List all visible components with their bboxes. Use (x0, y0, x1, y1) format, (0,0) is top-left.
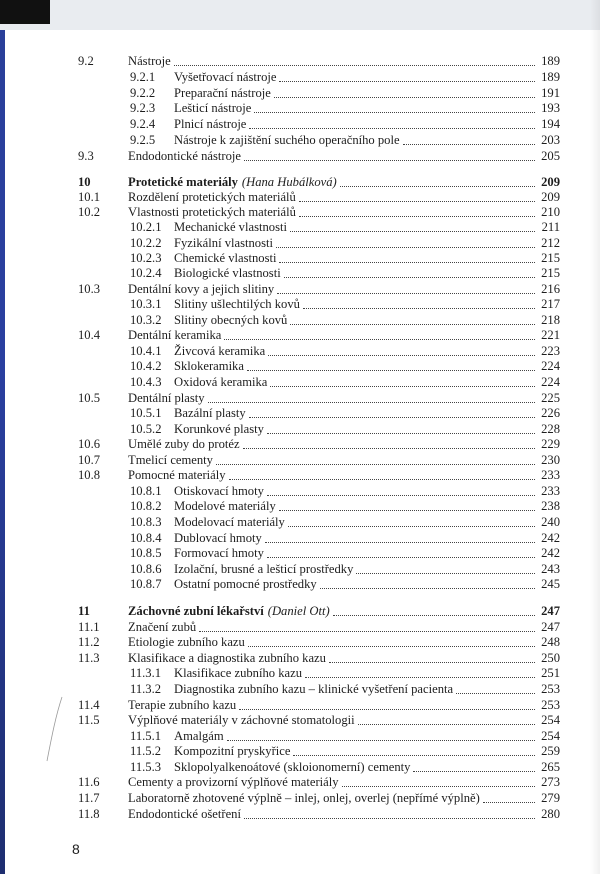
toc-entry (0, 359, 600, 375)
toc-entry (0, 101, 600, 117)
toc-entry-number: 10.3.2 (130, 313, 162, 327)
toc-dot-leader (267, 557, 535, 558)
toc-entry-page: 223 (541, 344, 560, 358)
toc-entry-title: Oxidová keramika (174, 375, 268, 389)
toc-entry-title: Preparační nástroje (174, 86, 271, 100)
toc-entry-page: 250 (541, 651, 560, 665)
toc-entry (0, 791, 600, 807)
toc-entry-page: 215 (541, 251, 560, 265)
toc-entry-page: 215 (541, 266, 560, 280)
toc-entry-page: 226 (541, 406, 560, 420)
toc-entry-title: Lešticí nástroje (174, 101, 252, 115)
toc-entry-number: 9.2 (78, 54, 94, 68)
toc-entry-title: Dentální plasty (128, 391, 205, 405)
toc-entry-number: 10.5.1 (130, 406, 162, 420)
toc-entry-number: 10.4.3 (130, 375, 162, 389)
toc-entry (0, 406, 600, 422)
toc-dot-leader (274, 97, 535, 98)
toc-entry-number: 9.2.2 (130, 86, 156, 100)
toc-dot-leader (290, 324, 535, 325)
toc-entry-title: Nástroje (128, 54, 171, 68)
toc-entry-title: Endodontické nástroje (128, 149, 241, 163)
toc-entry-page: 230 (541, 453, 560, 467)
toc-entry-page: 243 (541, 562, 560, 576)
toc-entry-page: 224 (541, 359, 560, 373)
toc-entry-number: 11.6 (78, 775, 100, 789)
toc-entry-page: 253 (541, 698, 560, 712)
toc-entry (0, 666, 600, 682)
toc-entry-page: 221 (541, 328, 560, 342)
toc-entry-number: 10.4.1 (130, 344, 162, 358)
toc-entry (0, 484, 600, 500)
toc-dot-leader (293, 755, 535, 756)
toc-entry-number: 11.2 (78, 635, 100, 649)
toc-entry (0, 117, 600, 133)
toc-dot-leader (333, 615, 535, 616)
toc-entry-page: 211 (541, 220, 560, 234)
toc-entry (0, 266, 600, 282)
toc-entry-title: Biologické vlastnosti (174, 266, 281, 280)
toc-entry-number: 11.5 (78, 713, 100, 727)
toc-entry (0, 499, 600, 515)
toc-entry-page: 229 (541, 437, 560, 451)
toc-entry (0, 515, 600, 531)
toc-entry (0, 70, 600, 86)
toc-entry-page: 233 (541, 468, 560, 482)
toc-dot-leader (279, 510, 535, 511)
toc-entry-page: 224 (541, 375, 560, 389)
toc-dot-leader (249, 417, 535, 418)
toc-entry-number: 10.2.4 (130, 266, 162, 280)
toc-entry-title: Ostatní pomocné prostředky (174, 577, 317, 591)
toc-entry-title: Dentální keramika (128, 328, 222, 342)
toc-entry (0, 422, 600, 438)
toc-entry-number: 10.8.4 (130, 531, 162, 545)
toc-entry-page: 225 (541, 391, 560, 405)
toc-entry (0, 531, 600, 547)
toc-entry-number: 10.1 (78, 190, 101, 204)
toc-entry-title: Modelovací materiály (174, 515, 285, 529)
toc-entry-title: Protetické materiály (128, 175, 238, 189)
toc-entry-page: 189 (541, 54, 560, 68)
toc-entry-number: 10.2.1 (130, 220, 162, 234)
toc-entry (0, 760, 600, 776)
toc-entry-number: 10.5.2 (130, 422, 162, 436)
toc-entry (0, 175, 600, 191)
toc-entry (0, 236, 600, 252)
toc-entry-title: Mechanické vlastnosti (174, 220, 287, 234)
toc-dot-leader (340, 186, 535, 187)
toc-entry-title: Korunkové plasty (174, 422, 264, 436)
toc-entry (0, 577, 600, 593)
toc-entry-title: Endodontické ošetření (128, 807, 241, 821)
toc-entry-title: Bazální plasty (174, 406, 246, 420)
toc-entry-title: Laboratorně zhotovené výplně – inlej, onlej, overlej (nepřímé výplně) (128, 791, 480, 805)
toc-entry (0, 437, 600, 453)
toc-dot-leader (247, 370, 535, 371)
toc-entry (0, 775, 600, 791)
toc-entry-title: Modelové materiály (174, 499, 276, 513)
toc-entry (0, 313, 600, 329)
toc-entry-page: 242 (541, 546, 560, 560)
toc-entry (0, 682, 600, 698)
toc-entry-page: 218 (541, 313, 560, 327)
toc-entry-number: 10.8.5 (130, 546, 162, 560)
toc-entry-title: Tmelicí cementy (128, 453, 213, 467)
toc-entry-number: 9.2.5 (130, 133, 156, 147)
toc-entry-number: 10.4 (78, 328, 101, 342)
toc-entry-page: 253 (541, 682, 560, 696)
toc-entry (0, 604, 600, 620)
toc-entry (0, 620, 600, 636)
toc-entry-number: 11.4 (78, 698, 100, 712)
toc-entry-page: 217 (541, 297, 560, 311)
toc-dot-leader (239, 709, 535, 710)
toc-entry-number: 11.5.3 (130, 760, 162, 774)
toc-entry-title: Fyzikální vlastnosti (174, 236, 273, 250)
toc-entry (0, 744, 600, 760)
toc-entry-author: (Daniel Ott) (267, 604, 330, 618)
toc-entry-page: 203 (541, 133, 560, 147)
toc-dot-leader (208, 402, 535, 403)
toc-dot-leader (244, 160, 535, 161)
toc-dot-leader (227, 740, 535, 741)
toc-entry-page: 247 (541, 604, 560, 618)
toc-entry-page: 247 (541, 620, 560, 634)
toc-entry-page: 238 (541, 499, 560, 513)
toc-dot-leader (254, 112, 535, 113)
toc-dot-leader (267, 495, 535, 496)
toc-entry-title: Amalgám (174, 729, 224, 743)
toc-entry (0, 54, 600, 70)
toc-dot-leader (279, 262, 535, 263)
toc-entry-number: 10.8.1 (130, 484, 162, 498)
toc-entry-page: 210 (541, 205, 560, 219)
toc-entry-page: 194 (541, 117, 560, 131)
toc-entry-number: 10.4.2 (130, 359, 162, 373)
toc-entry-title: Klasifikace a diagnostika zubního kazu (128, 651, 326, 665)
toc-entry-page: 228 (541, 422, 560, 436)
page-number: 8 (72, 841, 80, 857)
toc-entry-number: 11.5.2 (130, 744, 162, 758)
toc-entry-number: 10 (78, 175, 91, 189)
toc-entry-title: Sklopolyalkenoátové (skloionomerní) cementy (174, 760, 411, 774)
toc-dot-leader (356, 573, 535, 574)
toc-entry (0, 86, 600, 102)
toc-entry (0, 149, 600, 165)
toc-entry-title: Živcová keramika (174, 344, 266, 358)
toc-entry-page: 280 (541, 807, 560, 821)
toc-entry-number: 10.8.7 (130, 577, 162, 591)
toc-dot-leader (249, 128, 535, 129)
toc-entry-number: 10.3 (78, 282, 101, 296)
toc-entry-title: Plnicí nástroje (174, 117, 247, 131)
toc-dot-leader (288, 526, 535, 527)
toc-dot-leader (299, 216, 535, 217)
toc-entry-page: 242 (541, 531, 560, 545)
toc-entry-number: 9.2.4 (130, 117, 156, 131)
toc-dot-leader (305, 677, 535, 678)
toc-entry-number: 10.3.1 (130, 297, 162, 311)
toc-entry-number: 10.7 (78, 453, 101, 467)
toc-dot-leader (243, 448, 535, 449)
toc-dot-leader (229, 479, 535, 480)
toc-entry (0, 468, 600, 484)
toc-entry-title: Pomocné materiály (128, 468, 226, 482)
toc-dot-leader (358, 724, 535, 725)
toc-entry (0, 205, 600, 221)
toc-entry (0, 391, 600, 407)
toc-entry-number: 11.1 (78, 620, 100, 634)
toc-entry (0, 807, 600, 823)
toc-entry-title: Etiologie zubního kazu (128, 635, 245, 649)
toc-entry-page: 254 (541, 713, 560, 727)
toc-entry-number: 10.2.2 (130, 236, 162, 250)
toc-entry (0, 698, 600, 714)
toc-entry-number: 11.5.1 (130, 729, 162, 743)
toc-dot-leader (267, 433, 535, 434)
toc-entry (0, 328, 600, 344)
toc-entry-page: 245 (541, 577, 560, 591)
toc-entry-number: 10.2.3 (130, 251, 162, 265)
toc-entry-title: Izolační, brusné a lešticí prostředky (174, 562, 354, 576)
toc-dot-leader (329, 662, 535, 663)
toc-entry-title: Klasifikace zubního kazu (174, 666, 302, 680)
toc-entry-title: Cementy a provizorní výplňové materiály (128, 775, 339, 789)
toc-entry-title: Nástroje k zajištění suchého operačního pole (174, 133, 400, 147)
toc-dot-leader (279, 81, 535, 82)
toc-entry-title: Dublovací hmoty (174, 531, 262, 545)
toc-entry-title: Vlastnosti protetických materiálů (128, 205, 296, 219)
toc-dot-leader (216, 464, 535, 465)
toc-dot-leader (303, 308, 535, 309)
toc-entry-title: Rozdělení protetických materiálů (128, 190, 296, 204)
toc-entry-number: 10.2 (78, 205, 101, 219)
toc-entry-number: 10.5 (78, 391, 101, 405)
toc-entry-page: 279 (541, 791, 560, 805)
toc-entry-number: 9.2.3 (130, 101, 156, 115)
toc-dot-leader (320, 588, 535, 589)
toc-entry-number: 11.3 (78, 651, 100, 665)
toc-entry-page: 209 (541, 175, 560, 189)
toc-dot-leader (244, 818, 535, 819)
toc-entry-title: Dentální kovy a jejich slitiny (128, 282, 275, 296)
toc-dot-leader (483, 802, 535, 803)
toc-entry-page: 193 (541, 101, 560, 115)
toc-entry (0, 651, 600, 667)
toc-entry-title: Vyšetřovací nástroje (174, 70, 277, 84)
toc-entry-title: Slitiny obecných kovů (174, 313, 288, 327)
toc-entry-title: Diagnostika zubního kazu – klinické vyšetření pacienta (174, 682, 454, 696)
toc-entry-page: 251 (541, 666, 560, 680)
toc-entry-number: 11.3.2 (130, 682, 162, 696)
toc-entry-number: 10.8.2 (130, 499, 162, 513)
toc-entry-page: 248 (541, 635, 560, 649)
toc-entry-title: Výplňové materiály v záchovné stomatologii (128, 713, 355, 727)
toc-dot-leader (403, 144, 535, 145)
toc-entry (0, 635, 600, 651)
toc-entry-number: 11 (78, 604, 90, 618)
toc-entry-page: 216 (541, 282, 560, 296)
toc-entry-title: Terapie zubního kazu (128, 698, 237, 712)
toc-entry (0, 282, 600, 298)
toc-entry (0, 546, 600, 562)
toc-entry-page: 212 (541, 236, 560, 250)
toc-entry-title: Značení zubů (128, 620, 197, 634)
toc-entry-page: 191 (541, 86, 560, 100)
toc-entry (0, 453, 600, 469)
toc-dot-leader (290, 231, 535, 232)
toc-entry-number: 11.7 (78, 791, 100, 805)
toc-entry-title: Sklokeramika (174, 359, 244, 373)
toc-entry-page: 189 (541, 70, 560, 84)
toc-dot-leader (277, 293, 535, 294)
toc-entry-page: 240 (541, 515, 560, 529)
toc-entry (0, 562, 600, 578)
toc-entry (0, 297, 600, 313)
toc-entry (0, 713, 600, 729)
toc-entry-title: Otiskovací hmoty (174, 484, 264, 498)
toc-dot-leader (276, 247, 535, 248)
toc-dot-leader (174, 65, 535, 66)
toc-entry-page: 254 (541, 729, 560, 743)
toc-dot-leader (248, 646, 535, 647)
toc-entry-number: 10.6 (78, 437, 101, 451)
toc-entry (0, 220, 600, 236)
toc-dot-leader (265, 542, 535, 543)
toc-entry-page: 259 (541, 744, 560, 758)
toc-dot-leader (284, 277, 535, 278)
toc-entry-page: 265 (541, 760, 560, 774)
toc-entry-page: 233 (541, 484, 560, 498)
toc-entry (0, 375, 600, 391)
toc-entry-page: 209 (541, 190, 560, 204)
toc-entry (0, 133, 600, 149)
toc-entry (0, 729, 600, 745)
toc-entry-number: 10.8 (78, 468, 101, 482)
toc-entry-number: 10.8.6 (130, 562, 162, 576)
toc-entry-title: Chemické vlastnosti (174, 251, 277, 265)
toc-entry (0, 251, 600, 267)
toc-dot-leader (224, 339, 535, 340)
toc-dot-leader (299, 201, 535, 202)
toc-entry-title: Formovací hmoty (174, 546, 264, 560)
toc-entry-page: 273 (541, 775, 560, 789)
toc-dot-leader (270, 386, 535, 387)
toc-entry (0, 190, 600, 206)
toc-dot-leader (413, 771, 535, 772)
toc-entry-author: (Hana Hubálková) (241, 175, 337, 189)
toc-entry-title: Kompozitní pryskyřice (174, 744, 291, 758)
toc-entry-title: Slitiny ušlechtilých kovů (174, 297, 300, 311)
toc-entry-title: Záchovné zubní lékařství (128, 604, 264, 618)
toc-entry-number: 10.8.3 (130, 515, 162, 529)
toc-dot-leader (199, 631, 535, 632)
toc-entry-number: 9.2.1 (130, 70, 156, 84)
toc-dot-leader (456, 693, 535, 694)
toc-entry-number: 9.3 (78, 149, 94, 163)
toc-entry-title: Umělé zuby do protéz (128, 437, 240, 451)
toc-entry-number: 11.8 (78, 807, 100, 821)
toc-dot-leader (268, 355, 535, 356)
toc-entry-number: 11.3.1 (130, 666, 162, 680)
toc-entry (0, 344, 600, 360)
toc-entry-page: 205 (541, 149, 560, 163)
toc-dot-leader (342, 786, 535, 787)
